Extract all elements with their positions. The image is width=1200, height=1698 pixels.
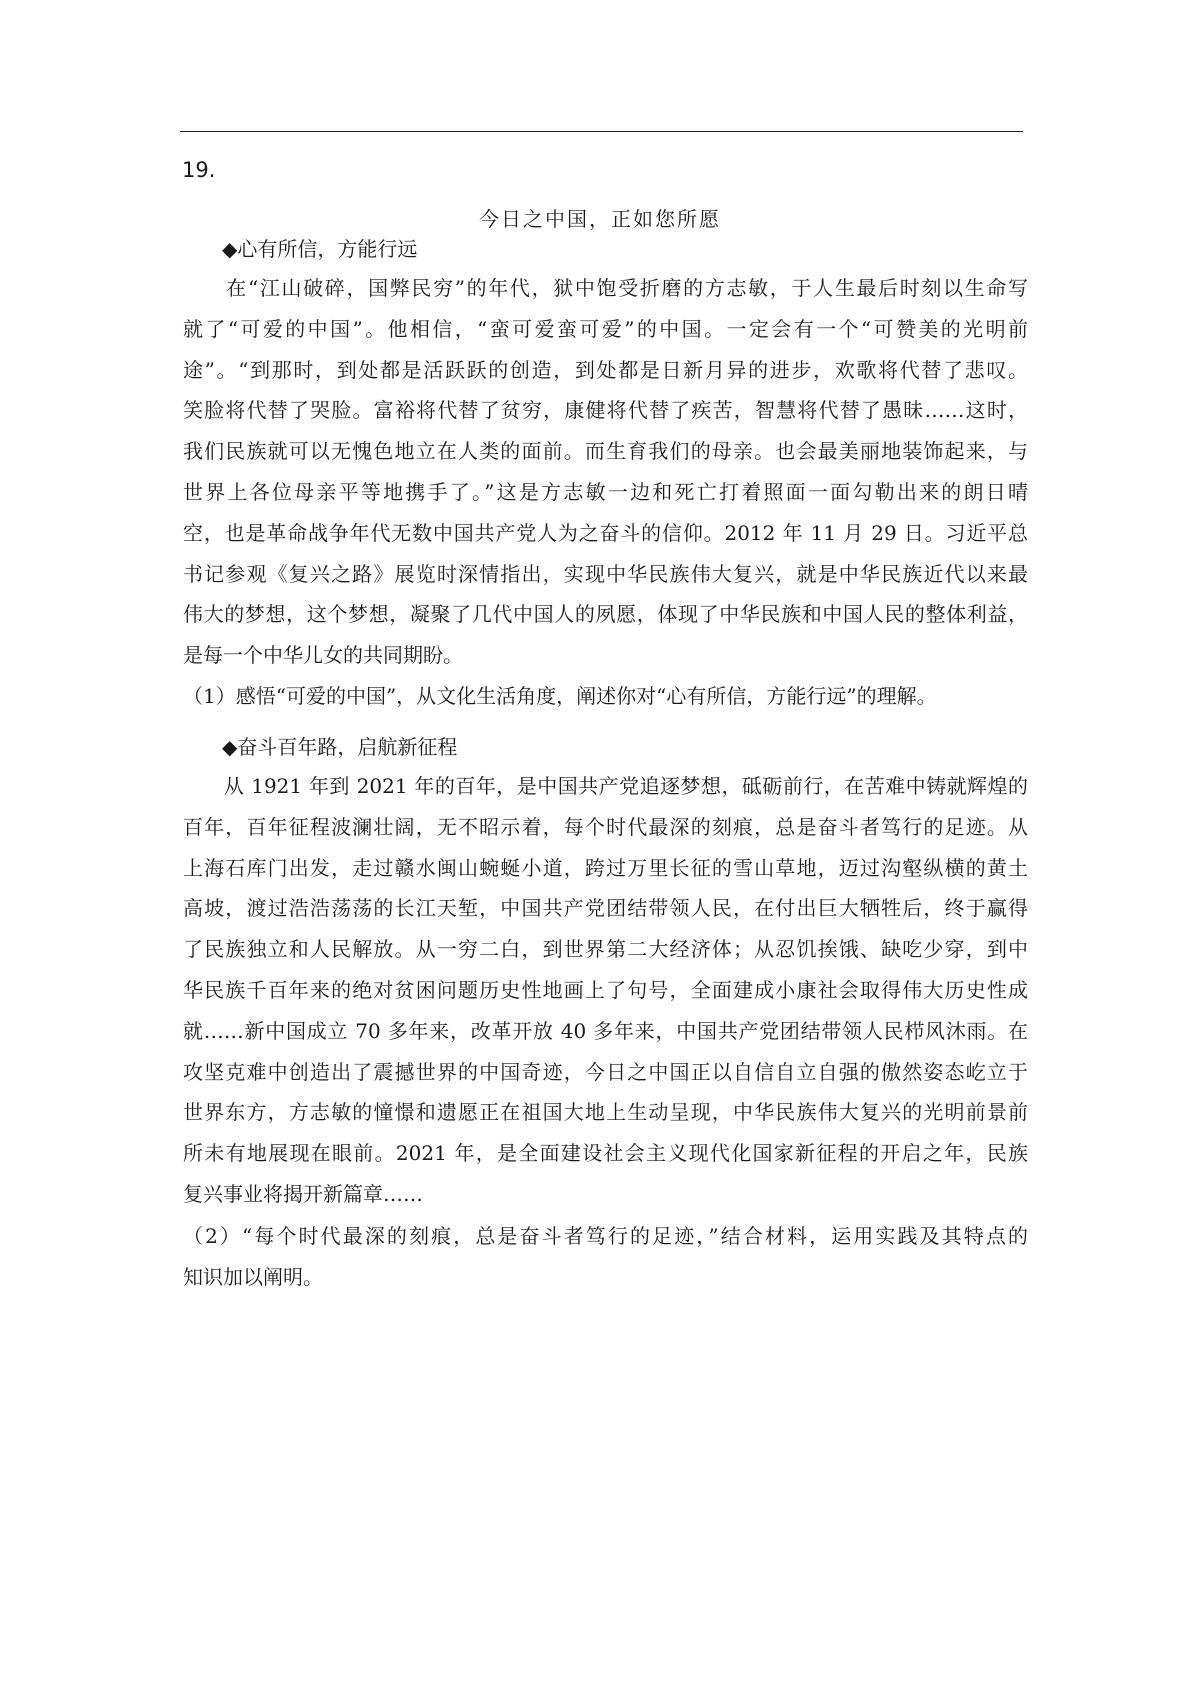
section2-heading: ◆奋斗百年路，启航新征程: [222, 735, 458, 759]
text-line: 了民族独立和人民解放。从一穷二白，到世界第二大经济体；从忍饥挨饿、缺吃少穿，到中: [183, 937, 1028, 962]
text-line: 上海石库门出发，走过赣水闽山蜿蜒小道，跨过万里长征的雪山草地，迈过沟壑纵横的黄土: [183, 855, 1028, 880]
text-line: 就……新中国成立 70 多年来，改革开放 40 多年来，中国共产党团结带领人民栉风沐雨。在: [183, 1018, 1028, 1043]
text-line: 在“江山破碎，国弊民穷”的年代，狱中饱受折磨的方志敏，于人生最后时刻以生命写: [183, 276, 1028, 300]
text-line: 世界东方，方志敏的憧憬和遗愿正在祖国大地上生动呈现，中华民族伟大复兴的光明前景前: [183, 1100, 1028, 1125]
section1-heading: ◆心有所信，方能行远: [222, 237, 418, 261]
question-number: 19.: [182, 158, 216, 182]
text-line: 途”。“到那时，到处都是活跃跃的创造，到处都是日新月异的进步，欢歌将代替了悲叹。: [183, 357, 1028, 382]
text-line: 空，也是革命战争年代无数中国共产党人为之奋斗的信仰。2012 年 11 月 29 日。习近平总: [183, 520, 1028, 545]
text-line: 攻坚克难中创造出了震撼世界的中国奇迹，今日之中国正以自信自立自强的傲然姿态屹立于: [183, 1059, 1028, 1084]
text-line: 百年，百年征程波澜壮阔，无不昭示着，每个时代最深的刻痕，总是奋斗者笃行的足迹。从: [183, 814, 1028, 839]
text-line: 笑脸将代替了哭脸。富裕将代替了贫穷，康健将代替了疾苦，智慧将代替了愚昧……这时，: [183, 398, 1028, 423]
text-line: 从 1921 年到 2021 年的百年，是中国共产党追逐梦想，砥砺前行，在苦难中铸就辉煌的: [183, 774, 1028, 798]
text-line: 高坡，渡过浩浩荡荡的长江天堑，中国共产党团结带领人民，在付出巨大牺牲后，终于赢得: [183, 896, 1028, 921]
text-line: 我们民族就可以无愧色地立在人类的面前。而生育我们的母亲。也会最美丽地装饰起来，与: [183, 439, 1028, 464]
text-line: 书记参观《复兴之路》展览时深情指出，实现中华民族伟大复兴，就是中华民族近代以来最: [183, 561, 1028, 586]
question-1: （1）感悟“可爱的中国”，从文化生活角度，阐述你对“心有所信，方能行远”的理解。: [183, 684, 937, 708]
text-line: 是每一个中华儿女的共同期盼。: [183, 643, 463, 668]
header-rule: [180, 131, 1023, 132]
section2-paragraph: [183, 766, 1028, 1215]
question-2: [183, 1216, 1028, 1298]
text-line: 所未有地展现在眼前。2021 年，是全面建设社会主义现代化国家新征程的开启之年，民族: [183, 1141, 1028, 1166]
section1-paragraph: [183, 268, 1028, 676]
article-title: 今日之中国，正如您所愿: [479, 207, 721, 231]
text-line: 知识加以阐明。: [183, 1264, 323, 1289]
text-line: 复兴事业将揭开新篇章……: [183, 1181, 423, 1206]
text-line: 就了“可爱的中国”。他相信，“蛮可爱蛮可爱”的中国。一定会有一个“可赞美的光明前: [183, 316, 1028, 341]
text-line: 华民族千百年来的绝对贫困问题历史性地画上了句号，全面建成小康社会取得伟大历史性成: [183, 977, 1028, 1002]
text-line: 伟大的梦想，这个梦想，凝聚了几代中国人的夙愿，体现了中华民族和中国人民的整体利益，: [183, 602, 1028, 627]
text-line: （2）“每个时代最深的刻痕，总是奋斗者笃行的足迹，”结合材料，运用实践及其特点的: [183, 1224, 1028, 1248]
text-line: 世界上各位母亲平等地携手了。”这是方志敏一边和死亡打着照面一面勾勒出来的朗日晴: [183, 479, 1028, 504]
